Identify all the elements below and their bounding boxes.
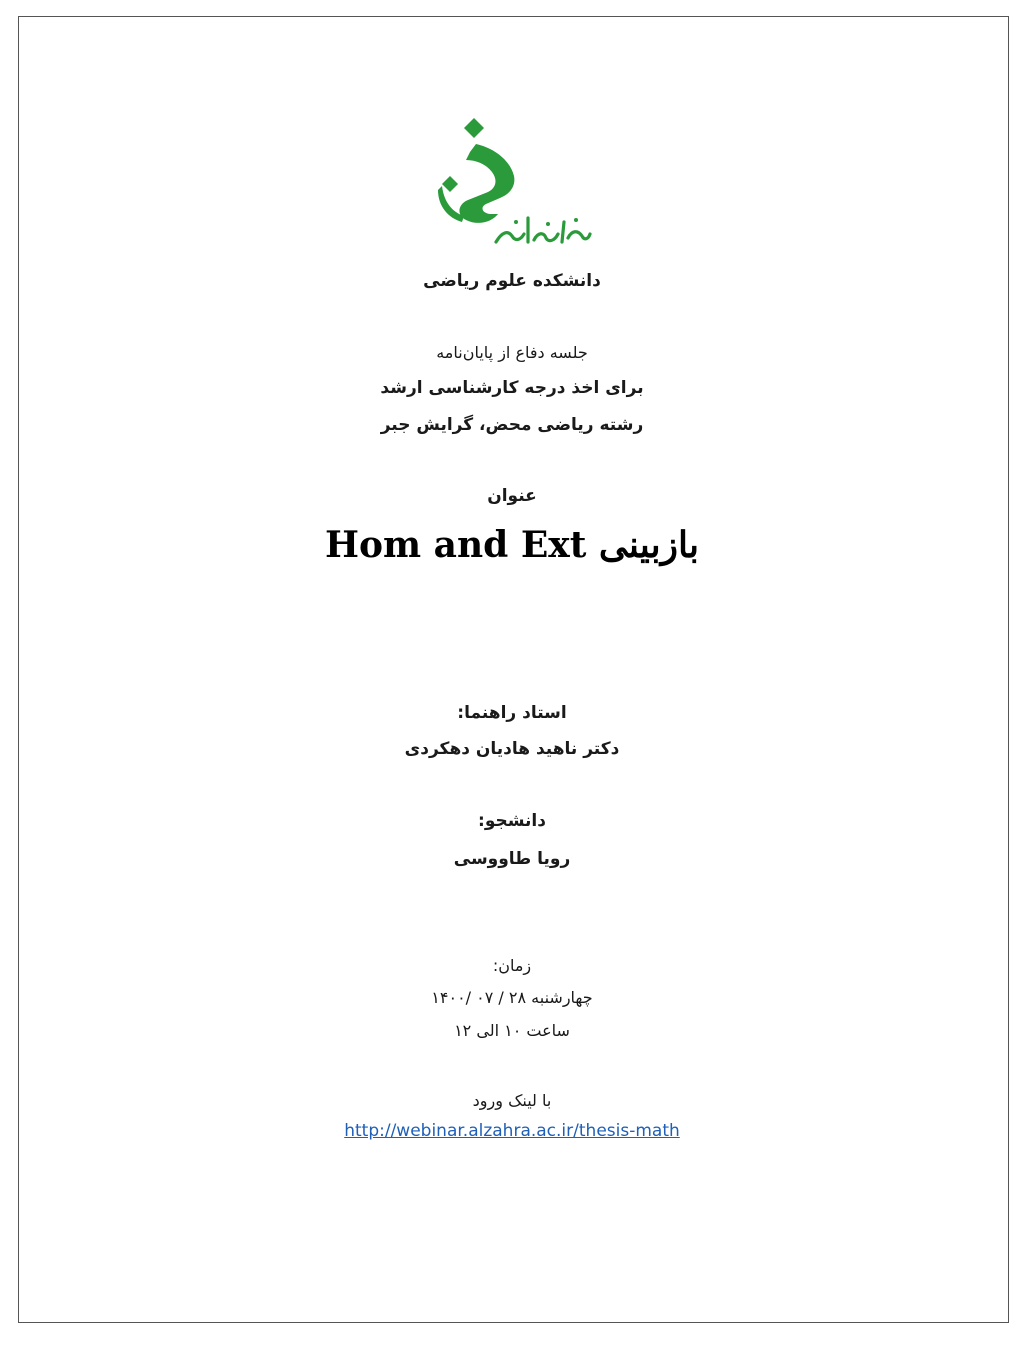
defense-session: جلسه دفاع از پایان‌نامه [436, 343, 588, 362]
access-label: با لینک ورود [472, 1091, 552, 1110]
field-line: رشته ریاضی محض، گرایش جبر [380, 415, 644, 435]
schedule-time: ساعت ۱۰ الی ۱۲ [454, 1021, 570, 1040]
supervisor-name: دکتر ناهید هادیان دهکردی [404, 739, 620, 759]
faculty-name: دانشکده علوم ریاضی [423, 271, 601, 291]
title-label: عنوان [487, 486, 537, 506]
schedule-date: چهارشنبه ۲۸ / ۰۷ /۱۴۰۰ [431, 988, 593, 1007]
webinar-link-row [0, 1121, 1024, 1141]
supervisor-label: استاد راهنما: [457, 703, 567, 723]
student-label: دانشجو: [478, 811, 546, 831]
thesis-title: بازبینی Hom and Ext [324, 524, 700, 566]
university-logo [436, 114, 596, 254]
schedule-label: زمان: [492, 956, 532, 975]
student-name: رویا طاووسی [453, 849, 571, 869]
degree-line: برای اخذ درجه کارشناسی ارشد [380, 378, 644, 398]
webinar-link[interactable]: http://webinar.alzahra.ac.ir/thesis-math [344, 1121, 680, 1141]
